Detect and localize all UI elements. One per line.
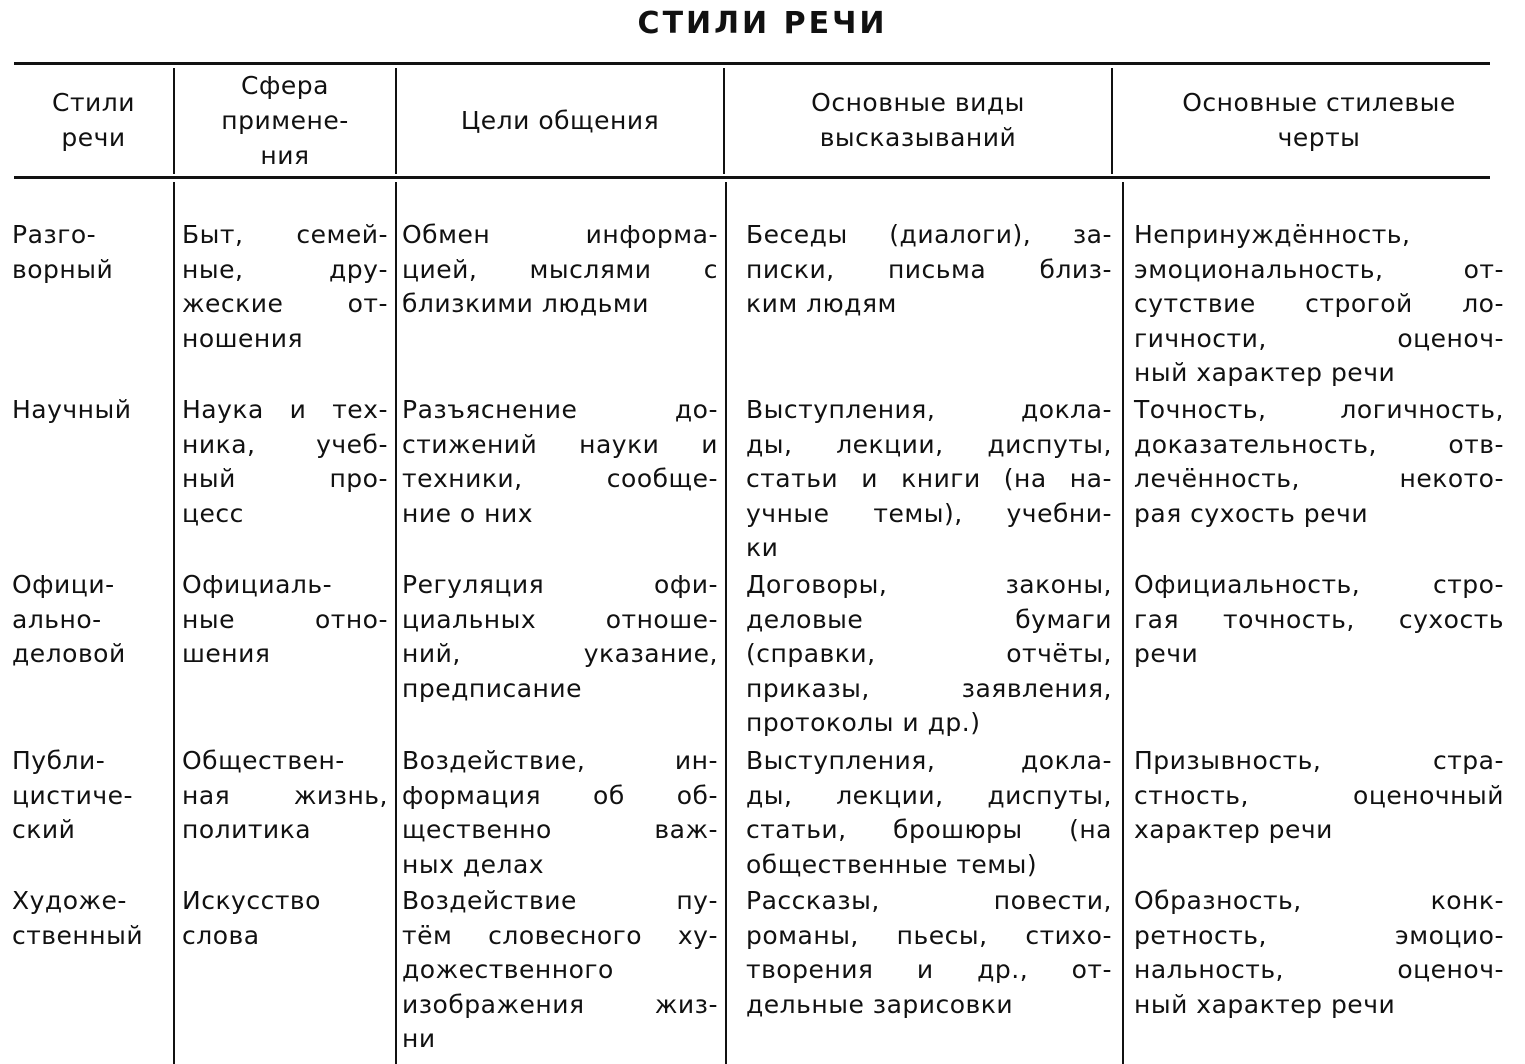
table-row-kinds-cell: Выступления, докла- ды, лекции, диспуты, статьи, брошюры (на общественные темы): [746, 746, 1112, 879]
table-row-goals-cell: Воздействие пу- тём словесного ху- дожественного изображения жиз- ни: [402, 886, 718, 1054]
table-row-style-cell: Художе- ственный: [12, 886, 144, 950]
column-divider: [173, 182, 175, 1064]
page-title: СТИЛИ РЕЧИ: [637, 6, 888, 41]
table-row-goals-cell: Регуляция офи- циальных отноше- ний, указание, предписание: [402, 570, 718, 703]
table-row-sphere-cell: Обществен- ная жизнь, политика: [182, 746, 388, 845]
column-divider: [395, 182, 397, 1064]
table-top-rule: [14, 62, 1490, 65]
table-row-goals-cell: Воздействие, ин- формация об об- щественно важ- ных делах: [402, 746, 718, 879]
column-divider: [1122, 182, 1124, 1064]
table-row-traits-cell: Официальность, стро- гая точность, сухость речи: [1134, 570, 1504, 669]
table-row-kinds-cell: Выступления, докла- ды, лекции, диспуты, статьи и книги (на на- учные темы), учебни- ки: [746, 395, 1112, 563]
table-row-kinds-cell: Договоры, законы, деловые бумаги (справки, отчёты, приказы, заявления, протоколы и др.): [746, 570, 1112, 738]
column-header-sphere: Сфера примене- ния: [221, 70, 349, 170]
table-row-style-cell: Разго- ворный: [12, 220, 114, 284]
table-row-sphere-cell: Официаль- ные отно- шения: [182, 570, 388, 669]
table-row-sphere-cell: Наука и тех- ника, учеб- ный про- цесс: [182, 395, 388, 528]
table-row-sphere-cell: Быт, семей- ные, дру- жеские от- ношения: [182, 220, 388, 353]
column-header-kinds: Основные виды высказываний: [811, 88, 1025, 152]
table-row-style-cell: Научный: [12, 395, 132, 424]
table-row-style-cell: Публи- цистиче- ский: [12, 746, 133, 845]
table-row-traits-cell: Точность, логичность, доказательность, отв- лечённость, некото- рая сухость речи: [1134, 395, 1504, 528]
column-header-traits: Основные стилевые черты: [1182, 88, 1456, 152]
table-row-goals-cell: Обмен информа- цией, мыслями с близкими людьми: [402, 220, 718, 319]
column-header-goals: Цели общения: [460, 105, 660, 135]
table-row-goals-cell: Разъяснение до- стижений науки и техники, сообще- ние о них: [402, 395, 718, 528]
table-row-kinds-cell: Рассказы, повести, романы, пьесы, стихо- творения и др., от- дельные зарисовки: [746, 886, 1112, 1019]
table-row-style-cell: Офици- ально- деловой: [12, 570, 126, 669]
table-row-traits-cell: Образность, конк- ретность, эмоцио- нальность, оценоч- ный характер речи: [1134, 886, 1504, 1019]
header-bottom-rule: [14, 176, 1490, 179]
table-row-traits-cell: Призывность, стра- стность, оценочный характер речи: [1134, 746, 1504, 845]
column-header-styles: Стили речи: [52, 88, 135, 152]
table-row-traits-cell: Непринуждённость, эмоциональность, от- сутствие строгой ло- гичности, оценоч- ный характер речи: [1134, 220, 1504, 388]
column-divider: [725, 182, 727, 1064]
table-row-sphere-cell: Искусство слова: [182, 886, 321, 950]
table-row-kinds-cell: Беседы (диалоги), за- писки, письма близ- ким людям: [746, 220, 1112, 319]
